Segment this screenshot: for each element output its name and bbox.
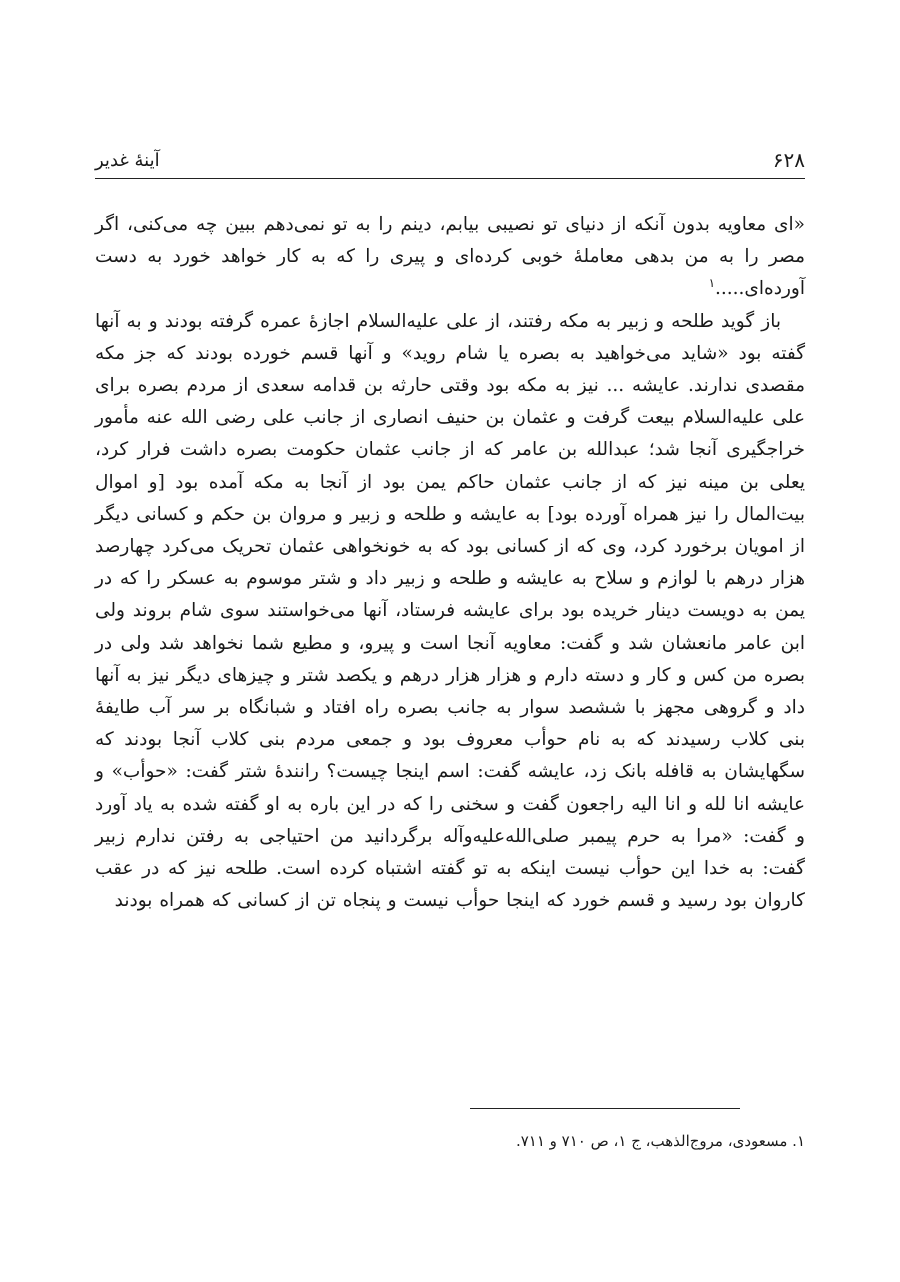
paragraph-quote: [95, 209, 805, 306]
header-rule: [95, 178, 805, 179]
footnote-rule: [470, 1108, 740, 1109]
page-number: ۶۲۸: [772, 148, 805, 172]
body-text: [95, 209, 805, 917]
footnote: ۱. مسعودی، مروج‌الذهب، ج ۱، ص ۷۱۰ و ۷۱۱.: [515, 1132, 805, 1150]
running-head: [95, 147, 805, 177]
paragraph-narrative: باز گوید طلحه و زبیر به مکه رفتند، از علی علیه‌السلام اجازۀ عمره گرفته بودند و به آنها گفته بود «شاید می‌خواهید به بصره یا شام روید» و آنها قسم خورده بودند که جز مکه مقصدی ندارند. عایشه ... نیز به مکه بود وقتی حارثه بن قدامه سعدی از مردم بصره برای علی علیه‌السلام بیعت گرفت و عثمان بن حنیف انصاری از جانب علی رضی الله عنه مأمور خراجگیری آنجا شد؛ عبدالله بن عامر که از جانب عثمان حکومت بصره داشت فرار کرد، یعلی بن مینه نیز که از جانب عثمان حاکم یمن بود از آنجا به مکه آمده بود [و اموال بیت‌المال را نیز همراه آورده بود] به عایشه و طلحه و زبیر و مروان بن حکم و کسانی دیگر از امویان برخورد کرد، وی که از کسانی بود که به خونخواهی عثمان تحریک می‌کرد چهارصد هزار درهم با لوازم و سلاح به عایشه و طلحه و زبیر داد و شتر موسوم به عسکر را که در یمن به دویست دینار خریده بود برای عایشه فرستاد، آنها می‌خواستند سوی شام بروند ولی ابن عامر مانعشان شد و گفت: معاویه آنجا است و پیرو، و مطیع شما نخواهد شد ولی در بصره من کس و کار و دسته دارم و هزار هزار درهم و یکصد شتر و چیزهای دیگر نیز به آنها داد و گروهی مجهز با ششصد سوار به جانب بصره راه افتاد و شبانگاه بر سر آب طایفۀ بنی کلاب رسیدند که به نام حوأب معروف بود و جمعی مردم بنی کلاب آنجا بودند که سگهایشان به قافله بانک زد، عایشه گفت: اسم اینجا چیست؟ رانندۀ شتر گفت: «حوأب» و عایشه انا لله و انا الیه راجعون گفت و سخنی را که در این باره به او گفته شده به یاد آورد و گفت: «مرا به حرم پیمبر صلی‌الله‌علیه‌وآله برگردانید من احتیاجی به رفتن ندارم زبیر گفت: به خدا این حوأب نیست اینکه به تو گفته اشتباه کرده است. طلحه نیز که در عقب کاروان بود رسید و قسم خورد که اینجا حوأب نیست و پنجاه تن از کسانی که همراه بودند: [95, 310, 805, 912]
running-title: آینۀ غدیر: [95, 150, 160, 171]
paragraph-quote-text: «ای معاویه بدون آنکه از دنیای تو نصیبی بیابم، دینم را به تو نمی‌دهم ببین چه می‌کنی، اگر مصر را به من بدهی معاملۀ خوبی کرده‌ای و پیری را که به کار خواهد خورد به دست آورده‌ای.....: [95, 214, 805, 300]
footnote-reference: ۱: [708, 276, 716, 291]
